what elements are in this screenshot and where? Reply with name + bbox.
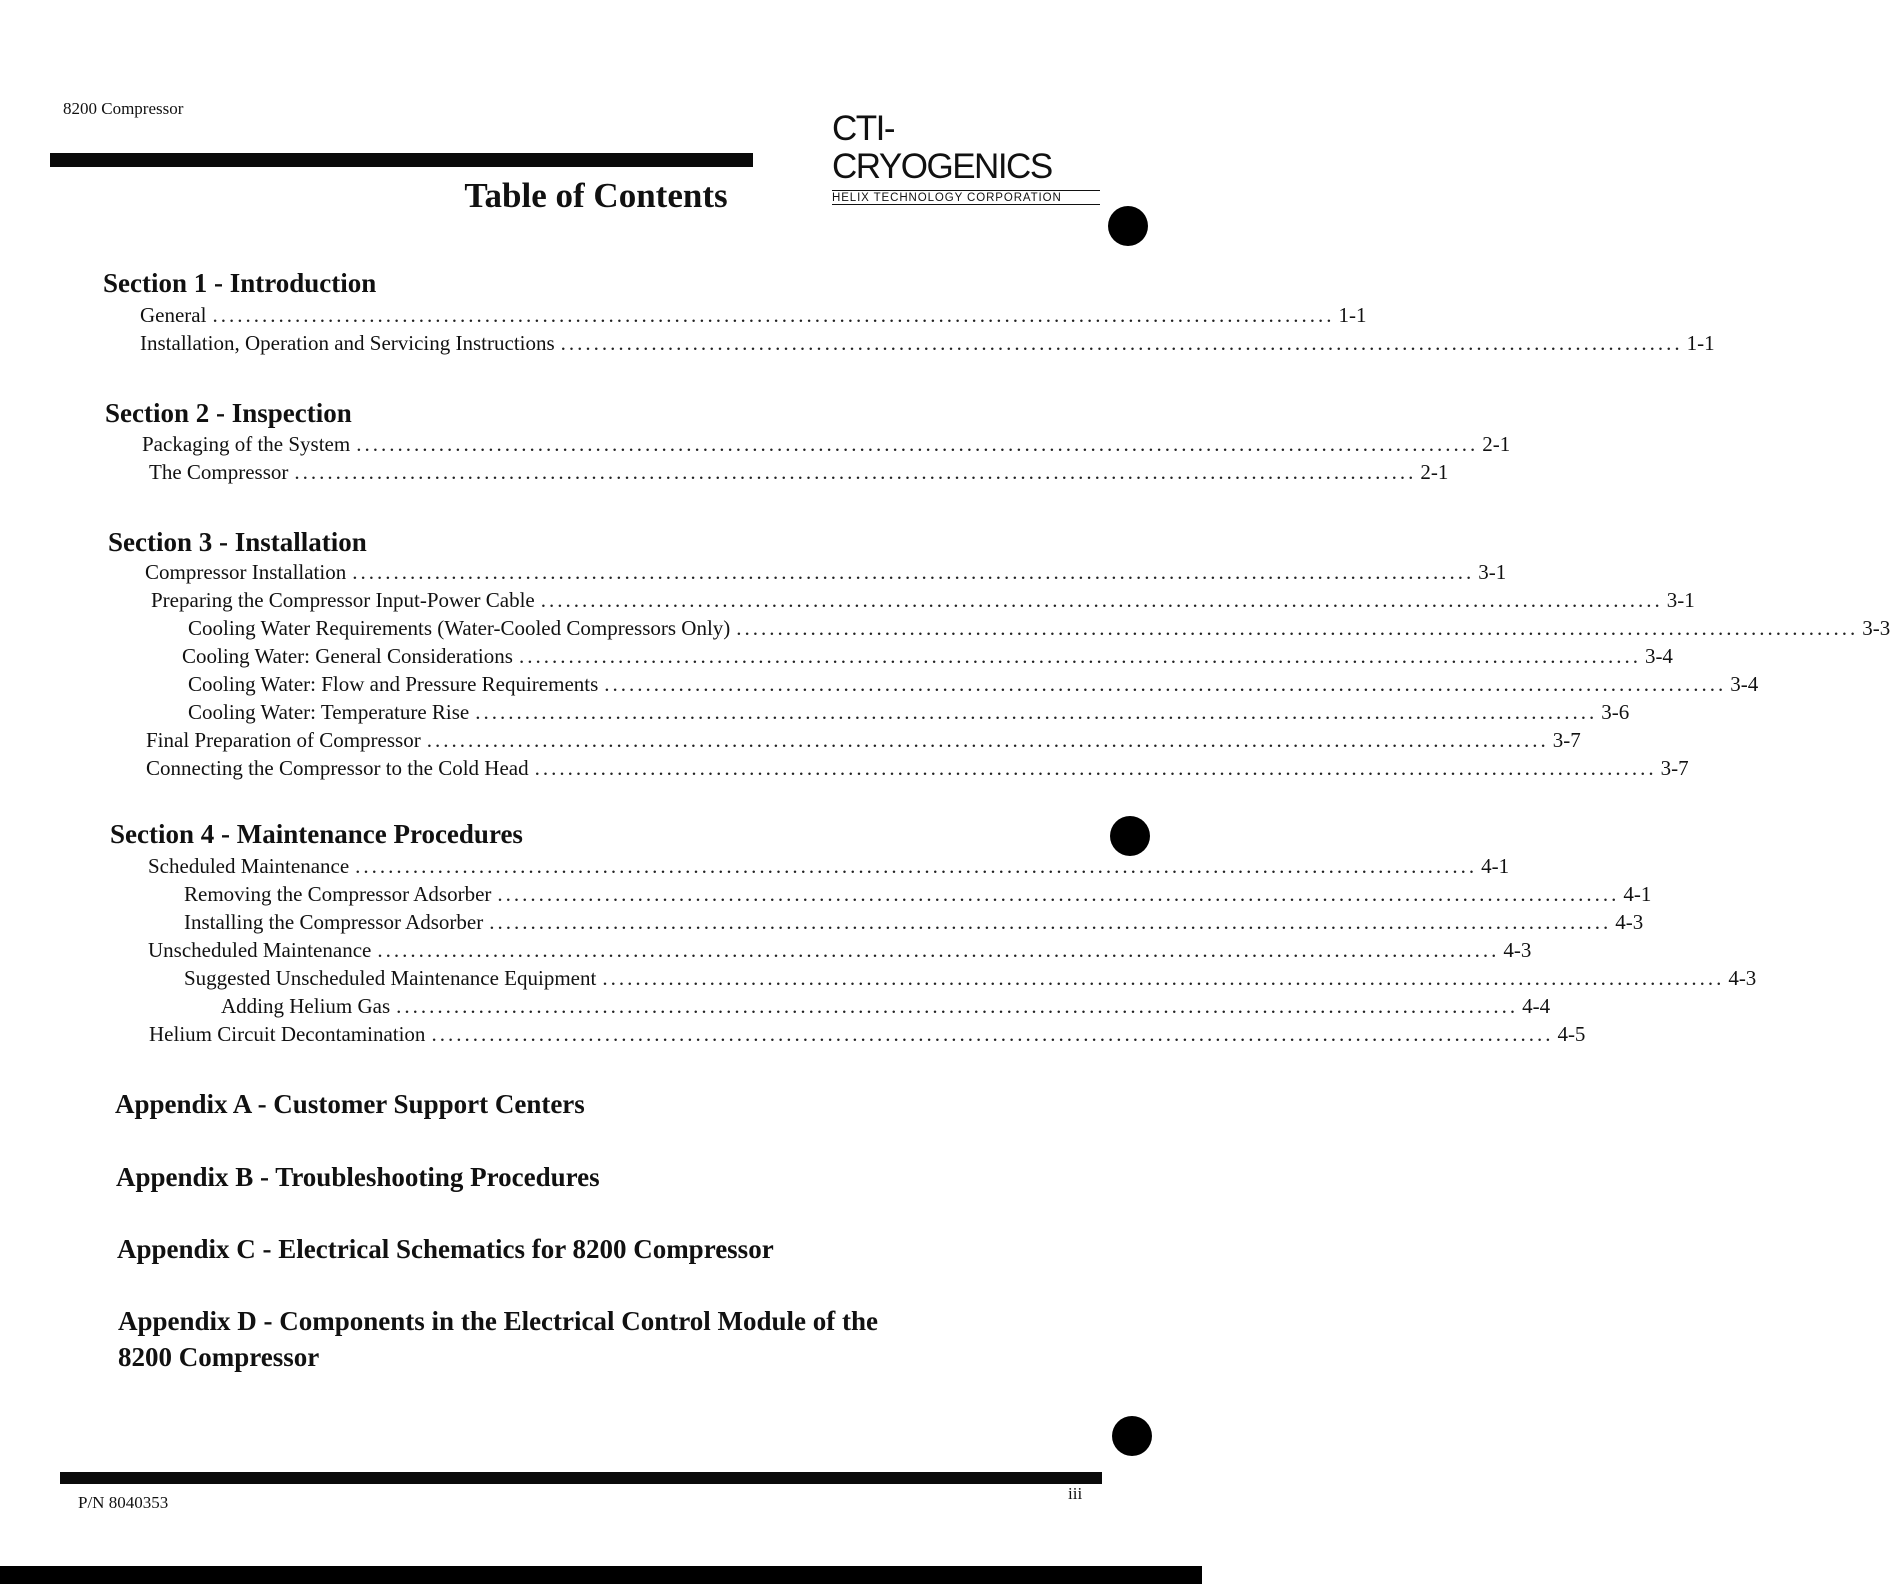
section-4-entries xyxy=(148,854,1757,1050)
toc-entry[interactable]: Scheduled Maintenance ........................................................................................................................................ 4-1 xyxy=(148,854,1510,878)
section-1-heading: Section 1 - Introduction xyxy=(103,268,377,298)
appendix-d-heading: Appendix D - Components in the Electrical Control Module of the 8200 Compressor xyxy=(118,1306,878,1372)
toc-entry[interactable]: Packaging of the System ........................................................................................................................................ 2-1 xyxy=(142,432,1511,456)
logo-subtitle: HELIX TECHNOLOGY CORPORATION xyxy=(832,190,1100,205)
document-name: 8200 Compressor xyxy=(63,99,184,118)
toc-entry[interactable]: Adding Helium Gas ........................................................................................................................................ 4-4 xyxy=(221,994,1551,1018)
toc-entry[interactable]: Helium Circuit Decontamination ........................................................................................................................................ 4-5 xyxy=(149,1022,1586,1046)
appendix-c-heading: Appendix C - Electrical Schematics for 8200 Compressor xyxy=(117,1234,774,1264)
section-1-entries xyxy=(140,303,1715,359)
toc-entry[interactable]: Suggested Unscheduled Maintenance Equipment ........................................................................................................................................ 4-3 xyxy=(184,966,1757,990)
appendix-a-heading: Appendix A - Customer Support Centers xyxy=(115,1089,585,1119)
binder-hole-top xyxy=(1108,206,1148,246)
section-3-entries xyxy=(145,560,1890,784)
toc-entry[interactable]: Cooling Water: Flow and Pressure Requirements ........................................................................................................................................ 3-4 xyxy=(188,672,1759,696)
section-2-heading: Section 2 - Inspection xyxy=(105,398,352,428)
appendix-b-heading: Appendix B - Troubleshooting Procedures xyxy=(116,1162,600,1192)
toc-entry[interactable]: Removing the Compressor Adsorber ........................................................................................................................................ 4-1 xyxy=(184,882,1652,906)
toc-entry[interactable]: Cooling Water: General Considerations ........................................................................................................................................ 3-4 xyxy=(182,644,1673,668)
toc-entry[interactable]: General ........................................................................................................................................ 1-1 xyxy=(140,303,1367,327)
section-2-entries xyxy=(142,432,1511,488)
toc-entry[interactable]: Cooling Water: Temperature Rise ........................................................................................................................................ 3-6 xyxy=(188,700,1630,724)
binder-hole-middle xyxy=(1110,816,1150,856)
toc-entry[interactable]: Preparing the Compressor Input-Power Cable ........................................................................................................................................ 3-1 xyxy=(151,588,1695,612)
footer-rule xyxy=(60,1472,1102,1484)
section-4-heading: Section 4 - Maintenance Procedures xyxy=(110,819,523,849)
header-rule xyxy=(50,153,753,167)
scan-bottom-edge xyxy=(0,1566,1202,1584)
logo-brand: CTI-CRYOGENICS xyxy=(832,109,1052,186)
toc-entry[interactable]: Unscheduled Maintenance ........................................................................................................................................ 4-3 xyxy=(148,938,1532,962)
toc-entry[interactable]: Connecting the Compressor to the Cold Head ........................................................................................................................................ 3-7 xyxy=(146,756,1689,780)
toc-entry[interactable]: Installing the Compressor Adsorber ........................................................................................................................................ 4-3 xyxy=(184,910,1644,934)
toc-entry[interactable]: Compressor Installation ........................................................................................................................................ 3-1 xyxy=(145,560,1507,584)
toc-entry[interactable]: Final Preparation of Compressor ........................................................................................................................................ 3-7 xyxy=(146,728,1581,752)
toc-entry[interactable]: Cooling Water Requirements (Water-Cooled Compressors Only) ........................................................................................................................................ 3-3 xyxy=(188,616,1890,640)
binder-hole-bottom xyxy=(1112,1416,1152,1456)
page-title: Table of Contents xyxy=(464,176,728,215)
section-3-heading: Section 3 - Installation xyxy=(108,527,367,557)
toc-entry[interactable]: Installation, Operation and Servicing Instructions ........................................................................................................................................ 1-1 xyxy=(140,331,1715,355)
page-number: iii xyxy=(1068,1484,1083,1503)
toc-entry[interactable]: The Compressor ........................................................................................................................................ 2-1 xyxy=(149,460,1449,484)
part-number: P/N 8040353 xyxy=(78,1493,169,1512)
